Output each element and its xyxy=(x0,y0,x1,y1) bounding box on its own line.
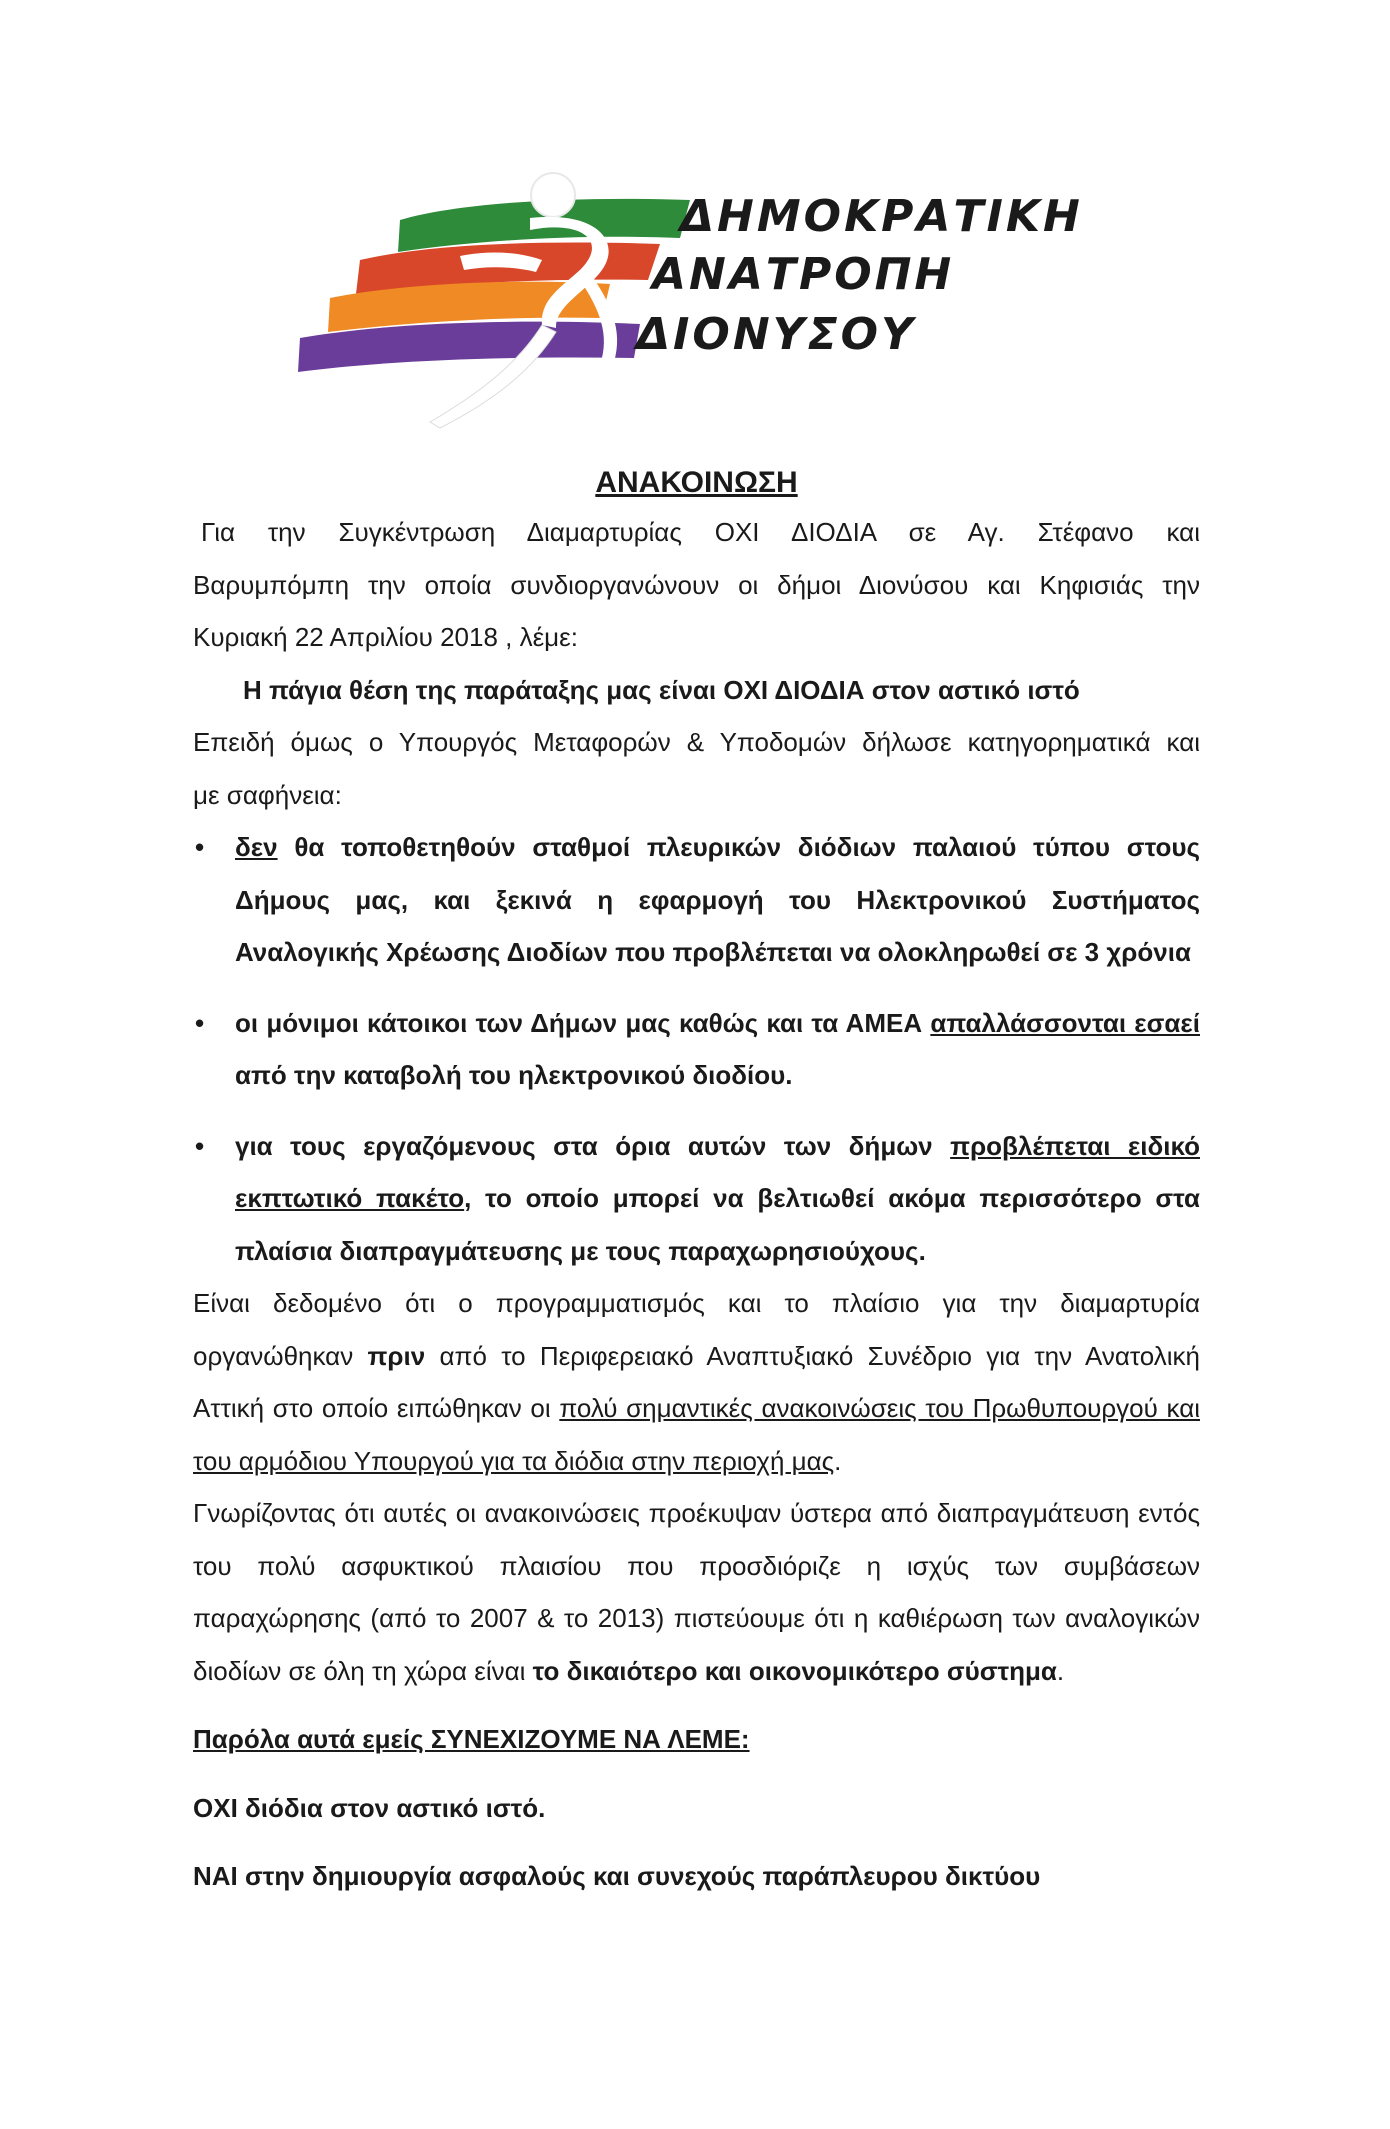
given-text-2: από το Περιφερειακό Αναπτυξιακό Συνέδριο για την Ανατολική Αττική στο οποίο ειπώθηκαν οι xyxy=(193,1340,1200,1423)
bullet-3-after: , το οποίο μπορεί να βελτιωθεί ακόμα περισσότερο στα πλαίσια διαπραγμάτευσης με τους παραχωρησιούχους. xyxy=(235,1183,1200,1266)
minister-intro-line-1: Επειδή όμως ο Υπουργός Μεταφορών & Υποδομών δήλωσε κατηγορηματικά και xyxy=(193,727,1200,757)
knowing-end: . xyxy=(1056,1655,1065,1686)
runner-logo-icon xyxy=(280,160,700,430)
position-statement: Η πάγια θέση της παράταξης μας είναι ΟΧΙ ΔΙΟΔΙΑ στον αστικό ιστό xyxy=(243,674,1080,705)
page-title: ΑΝΑΚΟΙΝΩΣΗ xyxy=(595,466,798,499)
knowing-bold: το δικαιότερο και οικονομικότερο σύστημα xyxy=(532,1655,1057,1686)
list-item xyxy=(193,821,1200,979)
logo-line-1: ΔΗΜΟΚΡΑΤΙΚΗ xyxy=(680,191,1083,242)
intro-line-1: Για την Συγκέντρωση Διαμαρτυρίας ΟΧΙ ΔΙΟΔΙΑ σε Αγ. Στέφανο και xyxy=(201,517,1200,547)
continue-heading: Παρόλα αυτά εμείς ΣΥΝΕΧΙΖΟΥΜΕ ΝΑ ΛΕΜΕ: xyxy=(193,1724,750,1754)
intro-line-2: Βαρυμπόμπη την οποία συνδιοργανώνουν οι δήμοι Διονύσου και Κηφισιάς την xyxy=(193,569,1200,600)
logo-line-2: ΑΝΑΤΡΟΠΗ xyxy=(652,249,955,300)
given-end: . xyxy=(834,1445,842,1476)
bullet-1-text: θα τοποθετηθούν σταθμοί πλευρικών διόδιων παλαιού τύπου στους Δήμους μας, και ξεκινά η εφαρμογή του Ηλεκτρονικού Συστήματος Αναλογικής Χρέωσης Διοδίων που προβλέπεται να ολοκληρωθεί σε 3 χρόνια xyxy=(235,832,1200,967)
list-item xyxy=(193,997,1200,1102)
given-text-1: Είναι δεδομένο ότι ο προγραμματισμός και το πλαίσιο για την διαμαρτυρία οργανώθηκαν xyxy=(193,1288,1200,1371)
commitments-list xyxy=(193,821,1200,1277)
bullet-3-underlined: προβλέπεται ειδικό εκπτωτικό πακέτο xyxy=(235,1130,1200,1213)
logo-line-3: ΔΙΟΝΥΣΟΥ xyxy=(636,309,916,360)
bullet-2-before: οι μόνιμοι κάτοικοι των Δήμων μας καθώς και τα ΑΜΕΑ xyxy=(235,1007,931,1038)
bullet-2-after: από την καταβολή του ηλεκτρονικού διοδίου. xyxy=(235,1060,793,1090)
given-underlined: πολύ σημαντικές ανακοινώσεις του Πρωθυπουργού και του αρμόδιου Υπουργού για τα διόδια στην περιοχή μας xyxy=(193,1393,1200,1476)
given-bold: πριν xyxy=(367,1340,426,1371)
bullet-3-before: για τους εργαζόμενους στα όρια αυτών των δήμων xyxy=(235,1130,951,1161)
given-paragraph xyxy=(193,1277,1200,1487)
list-item xyxy=(193,1120,1200,1278)
knowing-paragraph xyxy=(193,1487,1200,1697)
bullet-1-underlined: δεν xyxy=(235,832,278,862)
announcement-body xyxy=(193,460,1200,1903)
bullet-2-underlined: απαλλάσσονται εσαεί xyxy=(930,1007,1200,1038)
intro-line-3: Κυριακή 22 Απριλίου 2018 , λέμε: xyxy=(193,622,578,652)
yes-network-statement: ΝΑΙ στην δημιουργία ασφαλούς και συνεχούς παράπλευρου δικτύου xyxy=(193,1861,1041,1891)
no-tolls-statement: ΟΧΙ διόδια στον αστικό ιστό. xyxy=(193,1792,546,1823)
party-logo xyxy=(280,160,1160,430)
minister-intro-line-2: με σαφήνεια: xyxy=(193,779,342,810)
knowing-text: Γνωρίζοντας ότι αυτές οι ανακοινώσεις προέκυψαν ύστερα από διαπραγμάτευση εντός του πολύ ασφυκτικού πλαισίου που προσδιόριζε η ισχύς των συμβάσεων παραχώρησης (από το 2007 & το 2013) πιστεύουμε ότι η καθιέρωση των αναλογικών διοδίων σε όλη τη χώρα είναι xyxy=(193,1498,1200,1686)
